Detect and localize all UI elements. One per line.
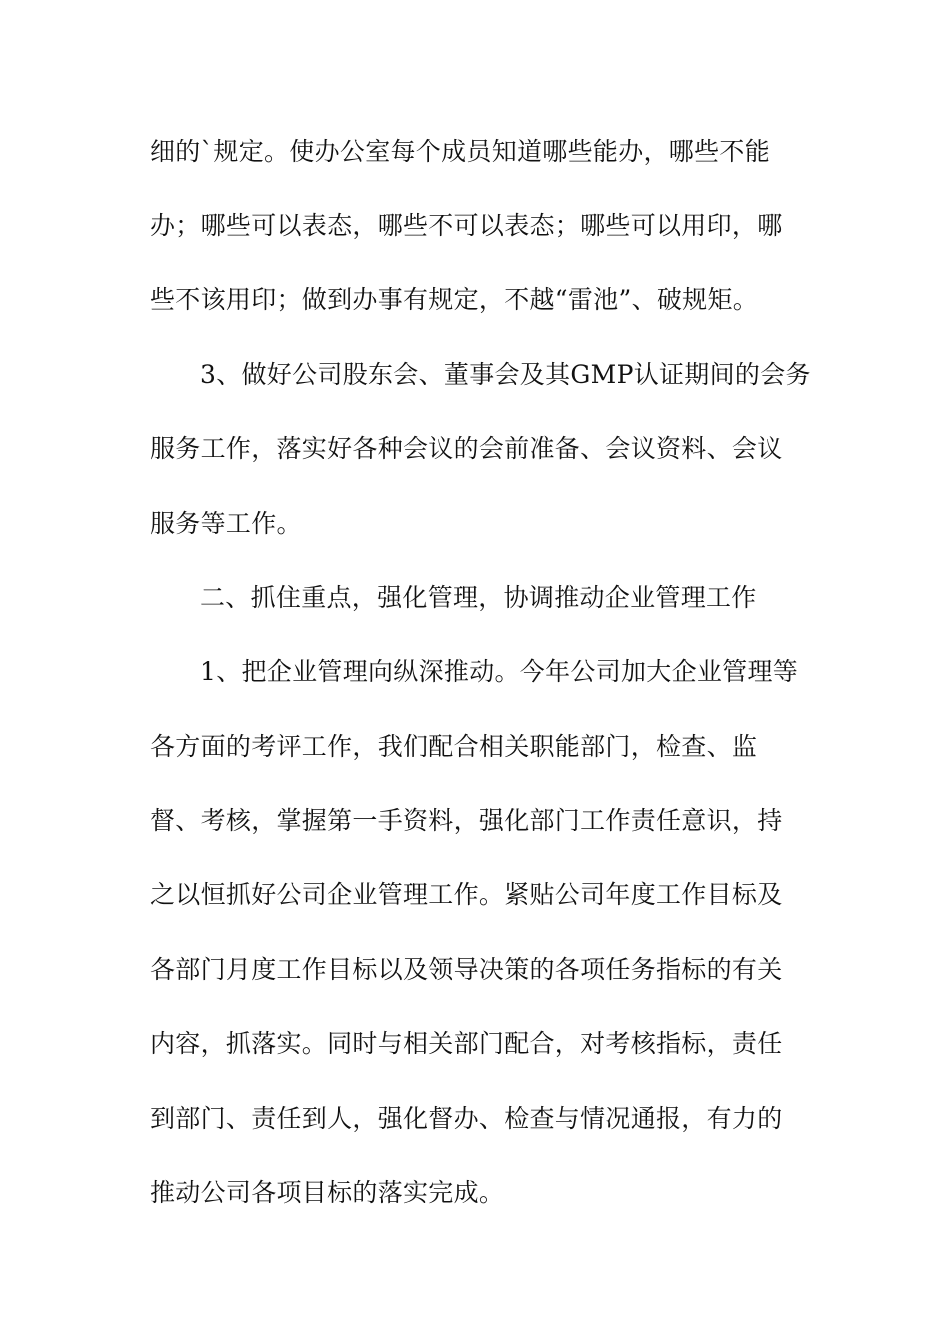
paragraph-line: 细的`规定。使办公室每个成员知道哪些能办，哪些不能 xyxy=(150,137,771,166)
paragraph-line: 3、做好公司股东会、董事会及其GMP认证期间的会务 xyxy=(200,360,811,389)
paragraph-line: 之以恒抓好公司企业管理工作。紧贴公司年度工作目标及 xyxy=(150,880,783,909)
paragraph-line: 些不该用印；做到办事有规定，不越“雷池”、破规矩。 xyxy=(150,285,759,314)
paragraph-line: 各部门月度工作目标以及领导决策的各项任务指标的有关 xyxy=(150,955,783,984)
paragraph-line: 内容，抓落实。同时与相关部门配合，对考核指标，责任 xyxy=(150,1029,783,1058)
paragraph-line: 办；哪些可以表态，哪些不可以表态；哪些可以用印，哪 xyxy=(150,211,783,240)
paragraph-line: 各方面的考评工作，我们配合相关职能部门，检查、监 xyxy=(150,732,758,761)
paragraph-line: 到部门、责任到人，强化督办、检查与情况通报，有力的 xyxy=(150,1104,783,1133)
paragraph-line: 1、把企业管理向纵深推动。今年公司加大企业管理等 xyxy=(200,657,799,686)
paragraph-line: 服务等工作。 xyxy=(150,509,302,538)
paragraph-line: 督、考核，掌握第一手资料，强化部门工作责任意识，持 xyxy=(150,806,783,835)
paragraph-line: 推动公司各项目标的落实完成。 xyxy=(150,1178,505,1207)
section-heading: 二、抓住重点，强化管理，协调推动企业管理工作 xyxy=(200,583,757,612)
paragraph-line: 服务工作，落实好各种会议的会前准备、会议资料、会议 xyxy=(150,434,783,463)
